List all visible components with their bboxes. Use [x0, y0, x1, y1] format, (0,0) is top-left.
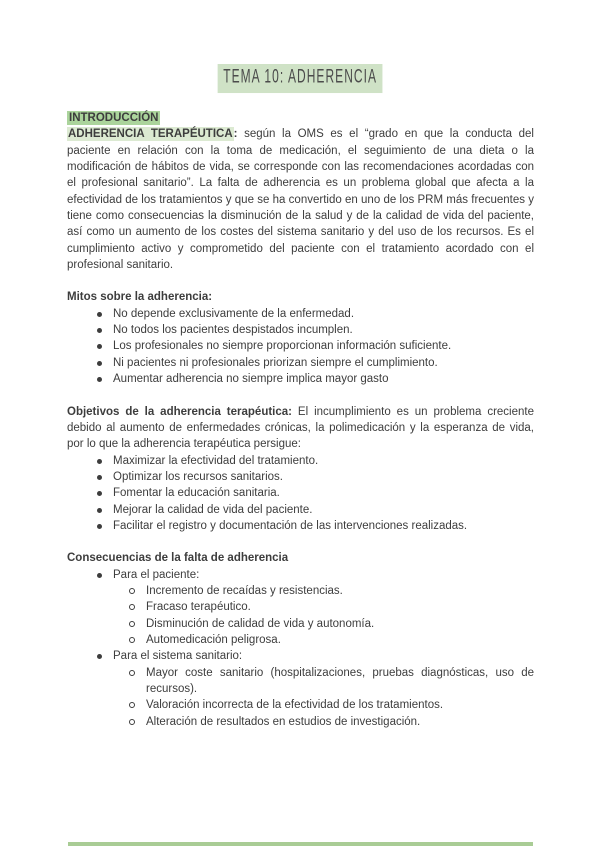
circle-bullet-icon: [129, 604, 135, 610]
objetivos-heading: Objetivos de la adherencia terapéutica: [67, 405, 289, 418]
intro-separator: :: [233, 128, 245, 141]
objetivos-paragraph: [67, 404, 534, 453]
list-item: [67, 502, 534, 518]
circle-bullet-icon: [129, 702, 135, 708]
sub-list-item-text: Mayor coste sanitario (hospitalizaciones, pruebas diagnósticas, uso de recursos).: [146, 666, 534, 695]
sub-list-item: [67, 616, 534, 632]
list-item: [67, 355, 534, 371]
list-item-text: Los profesionales no siempre proporcionan información suficiente.: [113, 340, 452, 353]
list-item: [67, 371, 534, 387]
circle-bullet-icon: [129, 719, 135, 725]
list-item: [67, 322, 534, 338]
sub-list-item: [67, 583, 534, 599]
list-item: [67, 567, 534, 583]
section-introduccion: [67, 110, 534, 273]
bullet-icon: [97, 312, 102, 317]
group-label: Para el paciente:: [113, 568, 200, 581]
bullet-icon: [97, 475, 102, 480]
bullet-icon: [97, 491, 102, 496]
bullet-icon: [97, 344, 102, 349]
list-item-text: Aumentar adherencia no siempre implica mayor gasto: [113, 373, 389, 386]
list-item: [67, 469, 534, 485]
circle-bullet-icon: [129, 670, 135, 676]
list-item-text: Maximizar la efectividad del tratamiento.: [113, 454, 319, 467]
list-item-text: Optimizar los recursos sanitarios.: [113, 470, 283, 483]
list-item: [67, 306, 534, 322]
objetivos-list: [67, 453, 534, 535]
bullet-icon: [97, 361, 102, 366]
consecuencias-heading: Consecuencias de la falta de adherencia: [67, 552, 289, 565]
list-item-text: Mejorar la calidad de vida del paciente.: [113, 503, 313, 516]
circle-bullet-icon: [129, 621, 135, 627]
list-item-text: Ni pacientes ni profesionales priorizan siempre el cumplimiento.: [113, 356, 438, 369]
sub-list-item-text: Alteración de resultados en estudios de investigación.: [146, 715, 421, 728]
page-content: [67, 0, 534, 730]
sub-list-item-text: Fracaso terapéutico.: [146, 601, 251, 614]
sub-list-item: [67, 665, 534, 698]
sub-list-item-text: Automedicación peligrosa.: [146, 633, 281, 646]
sub-list-item-text: Valoración incorrecta de la efectividad de los tratamientos.: [146, 699, 444, 712]
introduccion-label: INTRODUCCIÓN: [69, 112, 159, 124]
introduccion-paragraph: [67, 126, 534, 273]
bullet-icon: [97, 459, 102, 464]
list-item-text: No todos los pacientes despistados incumplen.: [113, 324, 353, 337]
bullet-icon: [97, 377, 102, 382]
title-row: [67, 64, 534, 94]
circle-bullet-icon: [129, 637, 135, 643]
list-item-text: Fomentar la educación sanitaria.: [113, 487, 280, 500]
page-title: TEMA 10: ADHERENCIA: [223, 65, 378, 88]
mitos-list: [67, 306, 534, 388]
mitos-heading: Mitos sobre la adherencia:: [67, 291, 213, 304]
bullet-icon: [97, 328, 102, 333]
objetivos-separator: :: [288, 405, 298, 418]
list-item: [67, 485, 534, 501]
sub-list-item-text: Disminución de calidad de vida y autonomía.: [146, 617, 375, 630]
sub-list-item: [67, 632, 534, 648]
list-item: [67, 518, 534, 534]
sub-list-item: [67, 714, 534, 730]
list-item: [67, 453, 534, 469]
title-highlight: [218, 64, 383, 93]
section-mitos: [67, 289, 534, 387]
section-objetivos: [67, 404, 534, 535]
list-item-text: No depende exclusivamente de la enfermedad.: [113, 307, 355, 320]
intro-term: ADHERENCIA TERAPÉUTICA: [68, 128, 233, 141]
bullet-icon: [97, 654, 102, 659]
objetivos-lead-text: El incumplimiento es un problema creciente debido al aumento de enfermedades crónicas, la polimedicación y la esperanza de vida, por lo que la adherencia terapéutica persigue:: [67, 405, 534, 451]
group-label: Para el sistema sanitario:: [113, 650, 243, 663]
list-item: [67, 648, 534, 664]
intro-body-text: según la OMS es el “grado en que la conducta del paciente en relación con la toma de medicación, el seguimiento de una dieta o la modificación de hábitos de vida, se corresponde con las recomendaciones acordadas con el profesional sanitario”. La falta de adherencia es un problema global que afecta a la efectividad de los tratamientos y que se ha convertido en uno de los PRM más frecuentes y tiene como consecuencias la disminución de la salud y de la calidad de vida del paciente, así como un aumento de los costes del sistema sanitario y del uso de los recursos. Es el cumplimiento activo y comprometido del paciente con el tratamiento acordado con el profesional sanitario.: [67, 128, 534, 272]
bullet-icon: [97, 524, 102, 529]
section-consecuencias: [67, 550, 534, 730]
list-item-text: Facilitar el registro y documentación de las intervenciones realizadas.: [113, 519, 468, 532]
sub-list-item: [67, 599, 534, 615]
footer-accent-bar: [68, 842, 533, 846]
circle-bullet-icon: [129, 588, 135, 594]
sub-list-item: [67, 697, 534, 713]
list-item: [67, 338, 534, 354]
bullet-icon: [97, 573, 102, 578]
sub-list-item-text: Incremento de recaídas y resistencias.: [146, 584, 343, 597]
consecuencias-list: [67, 567, 534, 730]
bullet-icon: [97, 508, 102, 513]
